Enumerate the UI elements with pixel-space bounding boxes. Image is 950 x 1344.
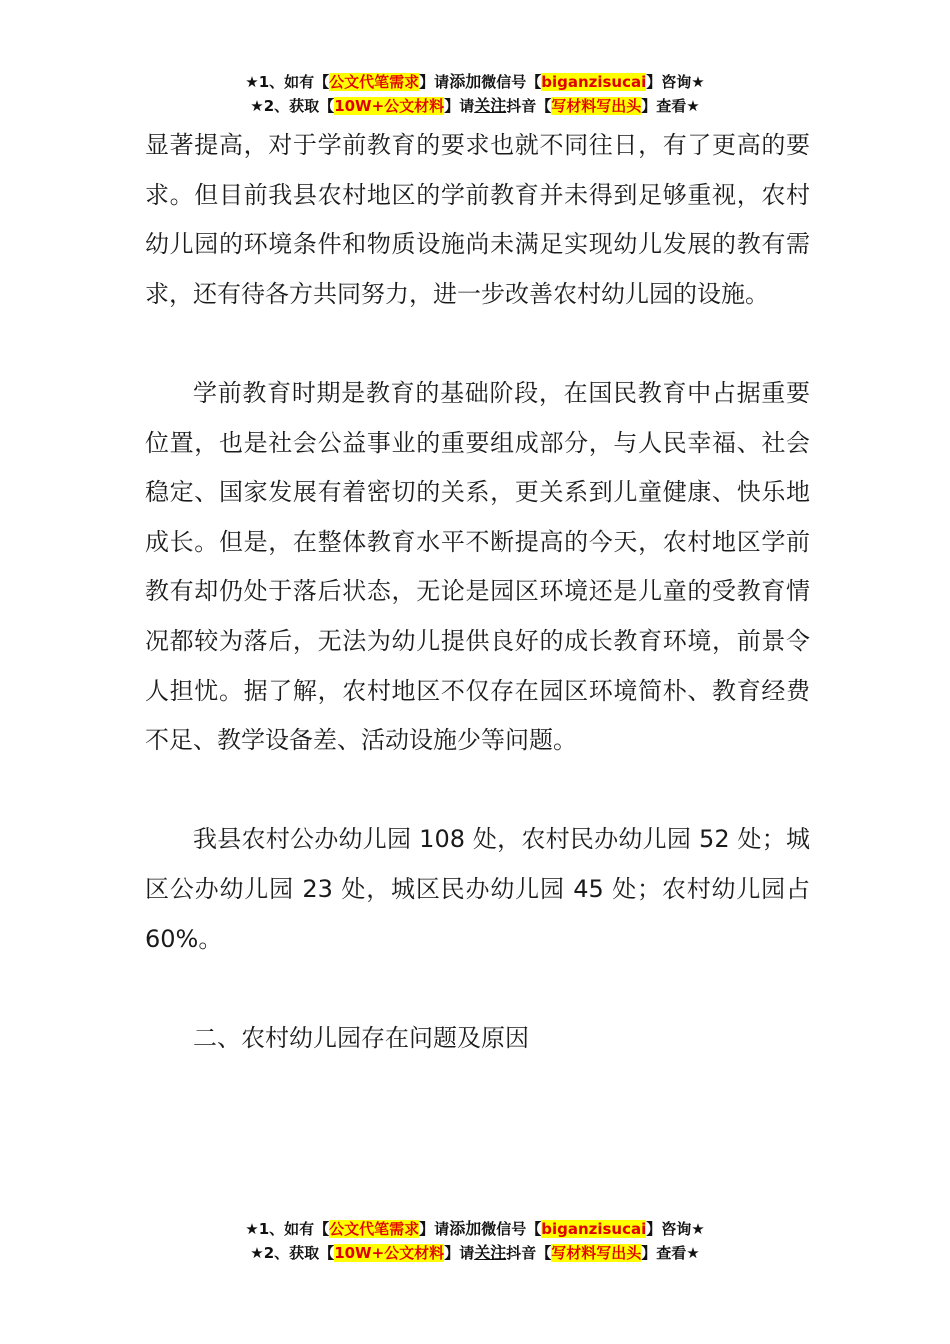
footer-banner-line-2-highlight-materials: 10W+公文材料	[334, 1244, 445, 1262]
footer-banner-line-2-mid: 】请	[444, 1244, 475, 1262]
footer-banner-line-2-mid-2: 抖音【	[506, 1244, 552, 1262]
footer-banner-line-1-suffix: 】咨询★	[646, 1220, 705, 1238]
header-banner-line-2-mid-2: 抖音【	[506, 97, 552, 115]
footer-banner-line-1	[0, 1217, 950, 1241]
header-banner-line-2-highlight-materials: 10W+公文材料	[334, 97, 445, 115]
header-banner-line-2-suffix: 】查看★	[641, 97, 700, 115]
footer-banner-line-1-emphasis: 添加	[449, 1219, 482, 1238]
section-heading: 二、农村幼儿园存在问题及原因	[193, 1023, 529, 1052]
header-banner-line-2	[0, 94, 950, 118]
header-banner-line-2-highlight-douyin: 写材料写出头	[551, 97, 642, 115]
footer-banner-line-2-suffix: 】查看★	[641, 1244, 700, 1262]
footer-banner-line-1-highlight-service: 公文代笔需求	[329, 1220, 420, 1238]
footer-banner-line-2-highlight-douyin: 写材料写出头	[551, 1244, 642, 1262]
paragraph-spacer	[145, 319, 810, 369]
header-banner-line-1-emphasis: 添加	[449, 72, 482, 91]
footer-banner	[0, 1217, 950, 1265]
header-banner-line-1-mid-2: 微信号【	[481, 73, 542, 91]
header-banner	[0, 70, 950, 118]
header-banner-line-2-mid: 】请	[444, 97, 475, 115]
header-banner-line-1-suffix: 】咨询★	[646, 73, 705, 91]
footer-banner-line-1-mid-2: 微信号【	[481, 1220, 542, 1238]
header-banner-line-1-highlight-service: 公文代笔需求	[329, 73, 420, 91]
footer-banner-line-2	[0, 1241, 950, 1265]
paragraph-continuation: 显著提高，对于学前教育的要求也就不同往日，有了更高的要求。但目前我县农村地区的学前教育并未得到足够重视，农村幼儿园的环境条件和物质设施尚未满足实现幼儿发展的教有需求，还有待各方共同努力，进一步改善农村幼儿园的设施。	[145, 131, 810, 308]
header-banner-line-1-highlight-wechat: biganzisucai	[541, 73, 647, 91]
paragraph-preschool-importance: 学前教育时期是教育的基础阶段，在国民教育中占据重要位置，也是社会公益事业的重要组成部分，与人民幸福、社会稳定、国家发展有着密切的关系，更关系到儿童健康、快乐地成长。但是，在整体教育水平不断提高的今天，农村地区学前教有却仍处于落后状态，无论是园区环境还是儿童的受教育情况都较为落后，无法为幼儿提供良好的成长教育环境，前景令人担忧。据了解，农村地区不仅存在园区环境简朴、教育经费不足、教学设备差、活动设施少等问题。	[145, 378, 810, 755]
header-banner-line-1	[0, 70, 950, 94]
footer-banner-line-1-mid: 】请	[419, 1220, 450, 1238]
paragraph-kindergarten-statistics: 我县农村公办幼儿园 108 处，农村民办幼儿园 52 处；城区公办幼儿园 23 处，城区民办幼儿园 45 处；农村幼儿园占 60%。	[145, 825, 810, 953]
footer-banner-line-1-prefix: ★1、如有【	[245, 1220, 330, 1238]
header-banner-line-2-emphasis: 关注	[474, 96, 507, 115]
document-body	[145, 121, 810, 1063]
header-banner-line-1-mid: 】请	[419, 73, 450, 91]
footer-banner-line-1-highlight-wechat: biganzisucai	[541, 1220, 647, 1238]
header-banner-line-2-prefix: ★2、获取【	[250, 97, 335, 115]
header-banner-line-1-prefix: ★1、如有【	[245, 73, 330, 91]
paragraph-spacer	[145, 766, 810, 816]
footer-banner-line-2-prefix: ★2、获取【	[250, 1244, 335, 1262]
footer-banner-line-2-emphasis: 关注	[474, 1243, 507, 1262]
paragraph-spacer	[145, 964, 810, 1014]
